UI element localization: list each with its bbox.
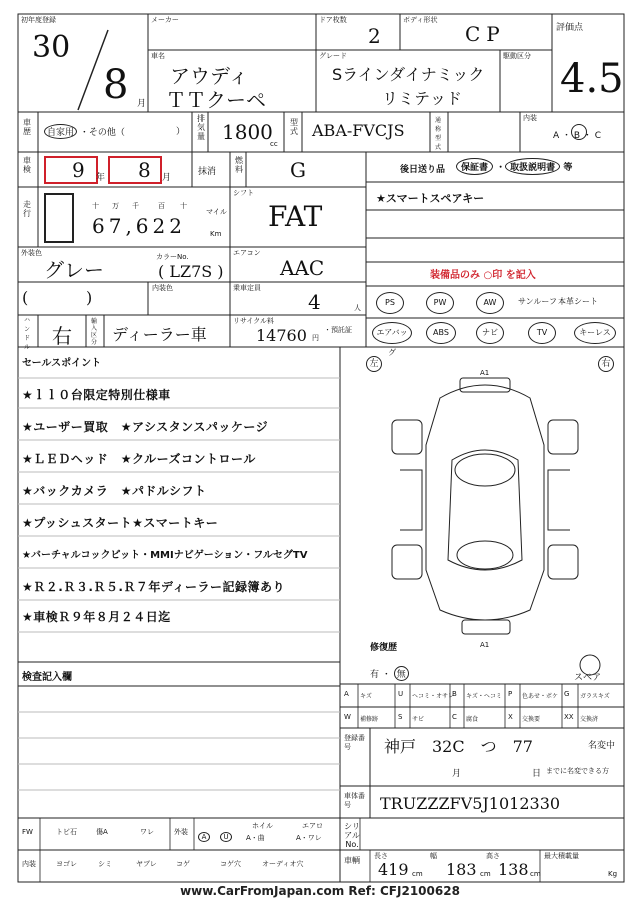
width-unit: cm bbox=[480, 870, 491, 878]
month-unit: 月 bbox=[137, 99, 147, 109]
fuel-value: G bbox=[290, 158, 306, 182]
shift-value: FAT bbox=[268, 200, 323, 233]
sendlater-label: 後日送り品 bbox=[400, 165, 446, 175]
left-marker: 左 bbox=[366, 356, 382, 372]
inspection-month: 8 bbox=[138, 158, 151, 182]
interior-footer-label: 内装 bbox=[22, 860, 36, 868]
repair-label: 修復歴 bbox=[370, 643, 398, 653]
sales-point: ★バーチャルコックピット・MMIナビゲーション・フルセグTV bbox=[22, 550, 308, 561]
manual-option: 取扱説明書 bbox=[505, 158, 560, 175]
legend-text: キズ bbox=[360, 693, 372, 700]
wheel-label: ホイル bbox=[252, 822, 273, 830]
repair-no: 無 bbox=[394, 666, 409, 681]
digit-label-4: 十 bbox=[180, 202, 187, 210]
stain-label: シミ bbox=[98, 860, 112, 868]
displacement-label: 排気量 bbox=[197, 114, 205, 141]
car-diagram bbox=[392, 378, 600, 675]
type-code: ABA-FVCJS bbox=[312, 121, 405, 140]
sales-point: ★バックカメラ ★パドルシフト bbox=[22, 484, 207, 498]
equipment-item: PW bbox=[426, 292, 454, 314]
equipment-item: ナビ bbox=[476, 322, 504, 344]
a1-top: A1 bbox=[480, 369, 490, 377]
ac-label: エアコン bbox=[233, 249, 261, 257]
capacity-unit: 人 bbox=[354, 304, 361, 312]
doors-value: 2 bbox=[368, 24, 381, 48]
type-label: 型式 bbox=[290, 118, 298, 136]
length-label: 長さ bbox=[374, 852, 388, 860]
car-name-label: 車名 bbox=[151, 52, 165, 60]
legend-code: G bbox=[564, 690, 570, 698]
audio-label: オーディオ穴 bbox=[262, 860, 304, 868]
other-option: ・その他（ bbox=[79, 128, 125, 138]
aero-label: エアロ bbox=[302, 822, 323, 830]
handle-label: ハンドル bbox=[23, 317, 30, 351]
grade-line1: Sラインダイナミック bbox=[332, 65, 485, 84]
int-color-label: 内装色 bbox=[152, 284, 173, 292]
length-value: 419 bbox=[378, 860, 409, 879]
interior-selected-circle bbox=[571, 124, 587, 140]
reg-month: 8 bbox=[103, 62, 129, 108]
legend-code: XX bbox=[564, 713, 574, 721]
legend-code: A bbox=[344, 690, 349, 698]
equipment-item: キーレス bbox=[574, 322, 616, 344]
recycle-value: 14760 bbox=[256, 326, 307, 345]
legend-text: サビ bbox=[412, 716, 425, 723]
month-unit-2: 月 bbox=[162, 173, 172, 183]
dirty-label: ヨゴレ bbox=[56, 860, 77, 868]
legend-text: 交換要 bbox=[522, 716, 541, 723]
legend-code: W bbox=[344, 713, 351, 721]
int-color-paren-close: ) bbox=[86, 288, 93, 307]
inspection-year: 9 bbox=[72, 158, 85, 182]
interior-grades: A ・ B ・ C bbox=[553, 131, 602, 141]
bike-label: トビ石 bbox=[56, 828, 77, 836]
sales-point: ★ユーザー買取 ★アシスタンスパッケージ bbox=[22, 420, 269, 434]
legend-code: U bbox=[398, 690, 404, 698]
ext-color-value: グレー bbox=[44, 258, 104, 282]
spare-label: スペア bbox=[574, 673, 602, 683]
legend-code: P bbox=[508, 690, 513, 698]
height-label: 高さ bbox=[486, 852, 500, 860]
width-label: 幅 bbox=[430, 852, 437, 860]
burn-label: コゲ bbox=[176, 860, 190, 868]
legend-text: ヘコミ・オサレ bbox=[412, 693, 454, 700]
maker-value: アウディ bbox=[170, 64, 249, 88]
legend-code: B bbox=[452, 690, 457, 698]
legend-code: C bbox=[452, 713, 457, 721]
auction-sheet: 初年度登録 30 8 月 メーカー 車名 アウディ ＴＴクーペ ドア枚数 2 ボディ形状 CP グレード Sラインダイナミック リミテッド 駆動区分 評価点 4.5 車歴 自家用 ・その他（ ） 排気量 1800 cc 型式 ABA-FVCJS 通称型式 内装 A ・ B ・ C 車検 9 年 8 月 抹消 燃料 G 後日送り品 保証書 ・ 取扱説明書 等 走行 十 万 千 百 十 67,622 マイル Km シフト FAT ★スマートスペアキー 外装色 グレー カラーNo. ( LZ7S ) エアコン AAC 装備品のみ ○印 を記入 ( ) 内装色 乗車定員 4 人 ハンドル 右 輸入区分 ディーラー車 リサイクル料 14760 円 ・預託証 PS PW AW サンルーフ 本革シート エアバッグ ABS ナビ TV キーレス セールスポイント ★ｌｌ０台限定特別仕様車 ★ユーザー買取 ★アシスタンスパッケージ ★ＬＥＤヘッド ★クルーズコントロール ★バックカメラ ★パドルシフト ★プッシュスタート★スマートキー ★バーチャルコックピット・MMIナビゲーション・フルセグTV ★Ｒ２.Ｒ３.Ｒ５.Ｒ７年ディーラー記録簿あり ★車検Ｒ９年８月２４日迄 左 右 A1 A1 修復歴 有 ・ 無 スペア 検査記入欄 A キズ U ヘコミ・オサレ B キズ・ヘコミ P 色あせ・ボケ G ガラスキズ W 補修跡 S サビ C 腐食 X 交換要 XX 交換済 登録番号 神戸 32C つ 77 名変中 月 日 までに名変できる方 車体番号 TRUZZZFV5J1012330 FW トビ石 傷A ワレ 外装 A U ホイル A・曲 エアロ A・ワレ シリアルNo. 内装 ヨゴレ シミ ヤブレ コゲ コゲ穴 オーディオ穴 車輌 長さ 419 cm 幅 183 cm 高さ 138 cm 最大積載量 Kg www.CarFromJapan.com Ref: CFJ2100628 bbox=[0, 0, 640, 904]
reg-number-label: 登録番号 bbox=[344, 734, 365, 751]
body-value: CP bbox=[465, 22, 506, 46]
vin-label: 車体番号 bbox=[344, 792, 365, 809]
legend-text: 腐食 bbox=[466, 716, 479, 723]
recycle-label: リサイクル料 bbox=[233, 317, 275, 325]
inspect-title: 検査記入欄 bbox=[22, 672, 72, 683]
unit-mile: マイル bbox=[206, 208, 227, 216]
deposit-label: ・預託証 bbox=[324, 326, 352, 334]
mileage-label: 走行 bbox=[23, 200, 31, 218]
recycle-unit: 円 bbox=[312, 334, 319, 342]
cc-unit: cc bbox=[270, 140, 278, 148]
drive-label: 駆動区分 bbox=[503, 52, 531, 60]
capacity-value: 4 bbox=[308, 290, 321, 314]
legend-text: 補修跡 bbox=[360, 716, 379, 723]
legend-text: キズ・ヘコミ bbox=[466, 693, 502, 700]
body-label: ボディ形状 bbox=[403, 16, 438, 24]
kg-unit: Kg bbox=[608, 870, 618, 878]
aero-a-warp: A・ワレ bbox=[296, 834, 322, 842]
ac-value: AAC bbox=[280, 256, 325, 280]
burn-hole-label: コゲ穴 bbox=[220, 860, 241, 868]
legend-code: X bbox=[508, 713, 513, 721]
equipment-item: AW bbox=[476, 292, 504, 314]
a1-bottom: A1 bbox=[480, 641, 490, 649]
serial-label: シリアルNo. bbox=[344, 822, 360, 849]
tear-label: ヤブレ bbox=[136, 860, 157, 868]
plate-deadline: までに名変できる方 bbox=[546, 767, 609, 775]
interior-label: 内装 bbox=[523, 114, 537, 122]
length-unit: cm bbox=[412, 870, 423, 878]
color-no-value: ( LZ7S ) bbox=[158, 262, 224, 281]
own-use-option: 自家用 bbox=[44, 124, 77, 139]
tire-label: 傷A bbox=[96, 828, 108, 836]
equipment-instruction: 装備品のみ ○印 を記入 bbox=[430, 270, 536, 281]
wheel-a-curve: A・曲 bbox=[246, 834, 265, 842]
smart-spare-key-note: ★スマートスペアキー bbox=[376, 192, 485, 205]
grade-line2: リミテッド bbox=[382, 89, 463, 108]
sales-point: ★ｌｌ０台限定特別仕様車 bbox=[22, 388, 171, 402]
equipment-item: エアバッグ bbox=[372, 322, 412, 344]
year-unit: 年 bbox=[96, 173, 106, 183]
handle-value: 右 bbox=[52, 324, 72, 348]
model-value: ＴＴクーペ bbox=[166, 88, 266, 112]
import-label: 輸入区分 bbox=[90, 318, 97, 346]
sales-point: ★プッシュスタート★スマートキー bbox=[22, 516, 219, 530]
plate-value: 神戸 32C つ 77 bbox=[384, 737, 533, 756]
sales-point: ★Ｒ２.Ｒ３.Ｒ５.Ｒ７年ディーラー記録簿あり bbox=[22, 580, 285, 594]
reg-year: 30 bbox=[32, 30, 71, 65]
reg-type-label: 通称型式 bbox=[434, 117, 441, 151]
dealer-value: ディーラー車 bbox=[112, 325, 207, 344]
equipment-item: TV bbox=[528, 322, 556, 344]
etc: 等 bbox=[563, 163, 573, 173]
equipment-item: サンルーフ bbox=[518, 297, 557, 306]
erase-label: 抹消 bbox=[198, 167, 217, 177]
inspection-month-box bbox=[108, 156, 162, 184]
first-reg-label: 初年度登録 bbox=[21, 16, 56, 24]
capacity-label: 乗車定員 bbox=[233, 284, 261, 292]
ext-color-label: 外装色 bbox=[21, 249, 42, 257]
max-load-label: 最大積載量 bbox=[544, 852, 579, 860]
mileage-value: 67,622 bbox=[92, 214, 186, 238]
digit-label-3: 百 bbox=[158, 202, 165, 210]
maker-label: メーカー bbox=[151, 16, 179, 24]
legend-code: S bbox=[398, 713, 403, 721]
digit-label-1: 万 bbox=[112, 202, 119, 210]
plate-day: 日 bbox=[532, 769, 542, 779]
wheel-u-circle: U bbox=[220, 832, 232, 842]
equipment-item: ABS bbox=[426, 322, 456, 344]
inspection-label: 車検 bbox=[23, 156, 31, 174]
grade-label: グレード bbox=[319, 52, 347, 60]
legend-text: 色あせ・ボケ bbox=[522, 693, 559, 700]
other-close: ） bbox=[176, 127, 186, 137]
int-color-paren-open: ( bbox=[22, 288, 29, 307]
exterior-label: 外装 bbox=[174, 828, 188, 836]
watermark: www.CarFromJapan.com Ref: CFJ2100628 bbox=[180, 884, 460, 898]
digit-label-2: 千 bbox=[132, 202, 139, 210]
digit-label-0: 十 bbox=[92, 202, 99, 210]
equipment-item: 本革シート bbox=[558, 297, 598, 306]
dimension-label: 車輌 bbox=[344, 856, 360, 865]
repair-yes: 有 bbox=[370, 670, 380, 680]
displacement-value: 1800 bbox=[222, 120, 273, 144]
legend-text: 交換済 bbox=[580, 716, 599, 723]
sales-point: ★車検Ｒ９年８月２４日迄 bbox=[22, 610, 171, 624]
inspection-year-box bbox=[44, 156, 98, 184]
right-marker: 右 bbox=[598, 356, 614, 372]
equipment-item: PS bbox=[376, 292, 404, 314]
certificate-option: 保証書 bbox=[456, 158, 493, 175]
name-change: 名変中 bbox=[588, 741, 616, 751]
history-label: 車歴 bbox=[23, 118, 31, 136]
color-no-label: カラーNo. bbox=[156, 253, 189, 261]
shift-label: シフト bbox=[233, 189, 254, 197]
width-value: 183 bbox=[446, 860, 477, 879]
legend-text: ガラスキズ bbox=[580, 693, 610, 700]
plate-month: 月 bbox=[452, 769, 462, 779]
sales-title: セールスポイント bbox=[22, 358, 102, 369]
vin-value: TRUZZZFV5J1012330 bbox=[380, 794, 561, 813]
fw-label: FW bbox=[22, 828, 33, 836]
score-label: 評価点 bbox=[556, 23, 584, 33]
fuel-label: 燃料 bbox=[235, 156, 243, 174]
mileage-first-digit-box bbox=[44, 193, 74, 243]
warp-label: ワレ bbox=[140, 828, 154, 836]
sales-point: ★ＬＥＤヘッド ★クルーズコントロール bbox=[22, 452, 256, 466]
height-value: 138 bbox=[498, 860, 529, 879]
doors-label: ドア枚数 bbox=[319, 16, 347, 24]
score-value: 4.5 bbox=[560, 56, 624, 102]
height-unit: cm bbox=[530, 870, 541, 878]
unit-km: Km bbox=[210, 230, 222, 238]
wheel-a-circle: A bbox=[198, 832, 210, 842]
